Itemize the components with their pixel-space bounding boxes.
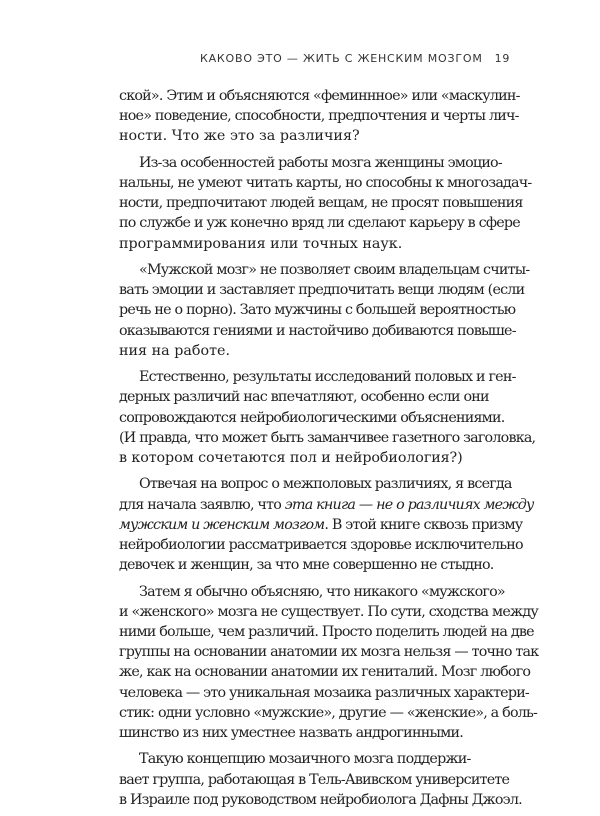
paragraph-6 (119, 582, 539, 744)
text-line: ности. Что же это за различия? (119, 128, 360, 145)
paragraph-7 (119, 749, 522, 810)
paragraph-3 (119, 260, 530, 361)
text-line: ности, предпочитают людей вещам, не просят повышения (119, 195, 523, 212)
page-number: 19 (494, 52, 511, 65)
text-line: «Мужской мозг» не позволяет своим владельцам считы- (139, 262, 530, 278)
text-line: Такую концепцию мозаичного мозга поддержи- (139, 751, 471, 768)
text-line: шинство из них уместнее назвать андрогинными. (119, 725, 464, 742)
text-line: вать эмоции и заставляет предпочитать вещи людям (если (119, 282, 525, 299)
text-line: группы на основании анатомии их мозга нельзя — точно так (119, 644, 539, 661)
paragraph-5 (119, 474, 534, 575)
text-line (119, 515, 523, 535)
text-line: Отвечая на вопрос о межполовых различиях, я всегда (139, 476, 512, 493)
text-line: сопровождаются нейробиологическими объяснениями. (119, 409, 505, 426)
text-line: по службе и уж конечно вряд ли сделают карьеру в сфере (119, 215, 520, 232)
text-line: в котором сочетаются пол и нейробиология?) (119, 450, 463, 467)
text-line (119, 495, 534, 515)
paragraph-2 (119, 153, 532, 254)
text-line: Затем я обычно объясняю, что никакого «мужского» (139, 583, 505, 600)
text-line: Из-за особенностей работы мозга женщины эмоцио- (139, 154, 502, 171)
text-line: ное» поведение, способности, предпочтения и черты лич- (119, 108, 519, 125)
text-line: оказываются гениями и настойчиво добиваются повыше- (119, 322, 516, 339)
emphasis-text: эта книга — не о различиях между (284, 496, 534, 513)
text-line: девочек и женщин, за что мне совершенно не стыдно. (119, 557, 494, 574)
text-line: дерных различий нас впечатляют, особенно если они (119, 389, 489, 406)
text-line: и «женского» мозга не существует. По сути, сходства между (119, 603, 538, 620)
text-line: Естественно, результаты исследований половых и ген- (139, 369, 516, 386)
text-line: (И правда, что может быть заманчивее газетного заголовка, (119, 429, 536, 446)
paragraph-4 (119, 367, 536, 468)
text-line: в Израиле под руководством нейробиолога Дафны Джоэл. (119, 791, 522, 808)
text-line: программирования или точных наук. (119, 235, 403, 252)
text-line: ской». Этим и объясняются «феминнное» или «маскулин- (119, 88, 520, 104)
paragraph-1 (119, 86, 520, 147)
text-run: для начала заявлю, что (119, 496, 285, 513)
text-line: ния на работе. (119, 342, 231, 359)
body-text (119, 86, 539, 816)
text-line: нальны, не умеют читать карты, но способны к многозадач- (119, 175, 532, 191)
text-line: вает группа, работающая в Тель-Авивском университете (119, 771, 510, 788)
text-line: нейробиологии рассматривается здоровье исключительно (119, 537, 523, 554)
running-head (200, 52, 511, 65)
text-line: же, как на основании анатомии их гениталий. Мозг любого (119, 664, 531, 681)
running-title: КАКОВО ЭТО — ЖИТЬ С ЖЕНСКИМ МОЗГОМ (200, 52, 483, 65)
text-line: речь не о порно). Зато мужчины с большей вероятностью (119, 302, 516, 319)
text-run: . В этой книге сквозь призму (324, 516, 523, 533)
text-line: стик: одни условно «мужские», другие — «женские», а боль- (119, 704, 538, 721)
text-line: человека — это уникальная мозаика различных характери- (119, 684, 529, 701)
emphasis-text: мужским и женским мозгом (119, 516, 325, 533)
text-line: ними больше, чем различий. Просто поделить людей на две (119, 624, 534, 641)
